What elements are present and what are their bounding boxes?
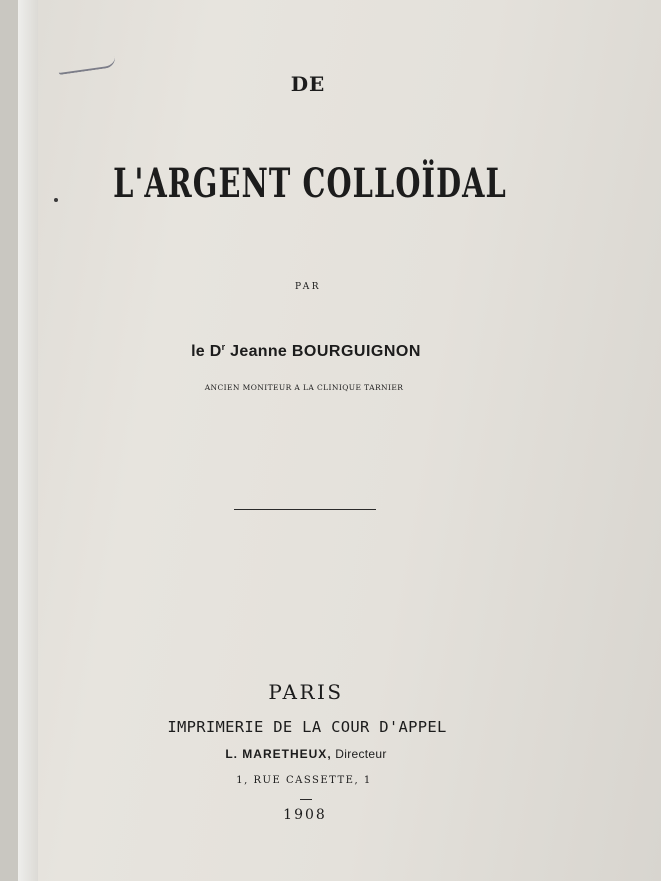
author-line xyxy=(191,342,421,361)
imprint-printer: IMPRIMERIE DE LA COUR D'APPEL xyxy=(167,718,447,736)
divider-rule xyxy=(234,509,376,510)
director-title: Directeur xyxy=(335,747,387,761)
book-page xyxy=(18,0,661,881)
title-preposition: DE xyxy=(290,72,326,96)
imprint-address: 1, RUE CASSETTE, 1 xyxy=(236,775,372,786)
author-prefix-sup: r xyxy=(221,342,226,352)
author-surname: BOURGUIGNON xyxy=(291,343,421,360)
director-name: L. MARETHEUX, xyxy=(225,747,332,761)
author-first-name: Jeanne xyxy=(230,343,288,360)
imprint-city: PARIS xyxy=(268,680,344,704)
author-prefix: le D xyxy=(191,343,222,360)
imprint-year: 1908 xyxy=(283,807,327,823)
ink-dot xyxy=(54,198,58,202)
page-edge xyxy=(18,0,38,881)
pen-mark xyxy=(58,56,117,75)
imprint-director xyxy=(225,747,386,761)
book-title: L'ARGENT COLLOÏDAL xyxy=(113,160,507,207)
author-position: ANCIEN MONITEUR A LA CLINIQUE TARNIER xyxy=(204,383,404,392)
by-label: PAR xyxy=(294,282,322,292)
small-divider xyxy=(300,799,312,800)
